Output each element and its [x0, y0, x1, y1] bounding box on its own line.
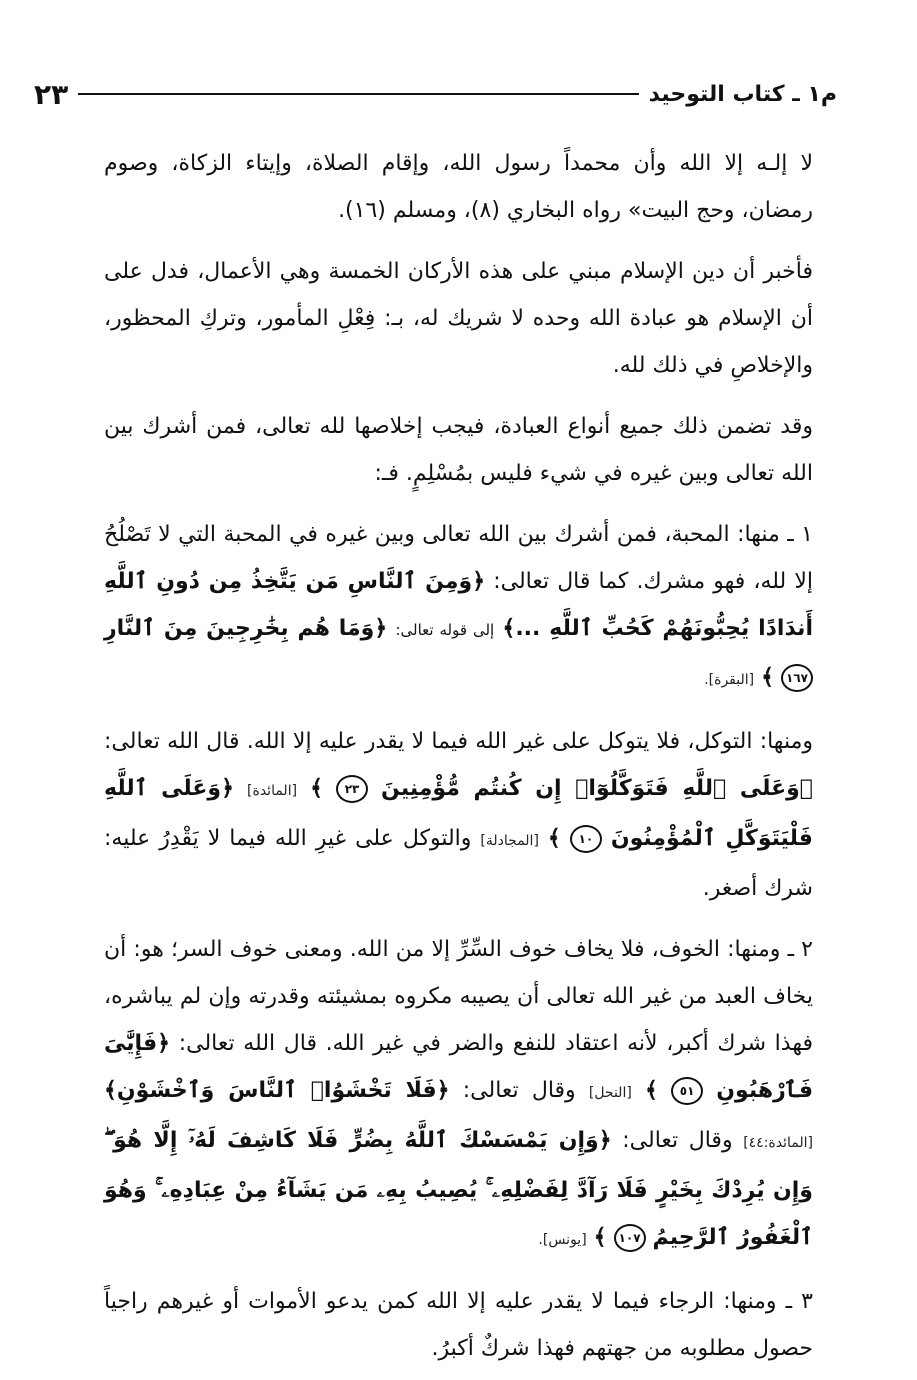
page-number: ٢٣ [34, 77, 69, 111]
paragraph-text: ١ ـ منها: المحبة، فمن أشرك بين الله تعالى وبين غيره في المحبة التي لا تَصْلُحُ إلا لله، فهو مشرك. كما قال تعالى: [104, 522, 813, 594]
verse-close: ﴾ [593, 1225, 607, 1250]
verse-number: ٢٣ [336, 775, 368, 803]
quran-verse: ﴿وَمِنَ ٱلنَّاسِ مَن يَتَّخِذُ مِن دُونِ ٱللَّهِ أَندَادًا يُحِبُّونَهُمْ كَحُبِّ ٱللَّهِ ...﴾ [104, 569, 813, 641]
quran-verse: ﴿وَإِن يَمْسَسْكَ ٱللَّهُ بِضُرٍّ فَلَا كَاشِفَ لَهُۥٓ إِلَّا هُوَ ۖ وَإِن يُرِدْكَ بِخَيْرٍ فَلَا رَآدَّ لِفَضْلِهِۦ ۚ يُصِيبُ بِهِۦ مَن يَشَآءُ مِنْ عِبَادِهِۦ ۚ وَهُوَ ٱلْغَفُورُ ٱلرَّحِيمُ [104, 1128, 813, 1250]
surah-reference: [النحل] [588, 1085, 632, 1101]
paragraph-text: ٢ ـ ومنها: الخوف، فلا يخاف خوف السِّرِّ إلا من الله. ومعنى خوف السر؛ هو: أن يخاف العبد من غير الله تعالى أن يصيبه مكروه بمشيئته وقدرته وإن لم يباشره، فهذا شرك أكبر، لأنه اعتقاد للنفع والضر في غير الله. قال الله تعالى: [104, 937, 813, 1056]
paragraph-worship [104, 403, 813, 497]
verse-number: ١٦٧ [781, 664, 813, 692]
verse-number: ٥١ [671, 1077, 703, 1105]
surah-reference: [المائدة] [247, 783, 298, 799]
surah-reference: [المائدة:٤٤] [743, 1135, 813, 1151]
paragraph-hadith-end [104, 140, 813, 234]
surah-reference: [المجادلة] [480, 833, 539, 849]
quran-verse: ﴿فَلَا تَخْشَوُا۟ ٱلنَّاسَ وَٱخْشَوْنِ﴾ [104, 1078, 450, 1103]
paragraph-reliance [104, 718, 813, 912]
header-rule [78, 93, 638, 95]
surah-reference: [البقرة]. [704, 672, 755, 688]
paragraph-text: والتوكل على غيرِ الله فيما لا يَقْدِرُ عليه: شرك أصغر. [104, 826, 813, 901]
paragraph-love [104, 511, 813, 704]
verse-close: ﴾ [547, 826, 561, 851]
quran-verse: ﴿وَعَلَى ٱللَّهِ فَلْيَتَوَكَّلِ ٱلْمُؤْمِنُونَ [104, 776, 813, 851]
paragraph-fear [104, 926, 813, 1264]
header-title: م١ ـ كتاب التوحيد [648, 81, 837, 107]
verse-close: ﴾ [310, 776, 323, 801]
quran-verse: ﴿فَإِيَّٰىَ فَٱرْهَبُونِ [104, 1031, 814, 1103]
paragraph-hope [104, 1278, 813, 1372]
paragraph-text: ومنها: التوكل، فلا يتوكل على غير الله فيما لا يقدر عليه إلا الله. قال الله تعالى: [104, 729, 813, 754]
paragraph-text: وقد تضمن ذلك جميع أنواع العبادة، فيجب إخلاصها لله تعالى، فمن أشرك بين الله تعالى وبين غيره في شيء فليس بمُسْلِمٍ. فـ: [104, 414, 813, 486]
verse-close: ﴾ [645, 1078, 658, 1103]
paragraph-text: وقال تعالى: [462, 1078, 576, 1103]
verse-close: ﴾ [761, 665, 774, 690]
surah-reference: [يونس]. [538, 1232, 587, 1248]
paragraph-pillars [104, 248, 813, 389]
verse-number: ١٠٧ [614, 1224, 646, 1252]
quran-verse: ﴿وَمَا هُم بِخَٰرِجِينَ مِنَ ٱلنَّارِ [104, 616, 388, 641]
running-header [34, 76, 837, 112]
paragraph-text: ٣ ـ ومنها: الرجاء فيما لا يقدر عليه إلا الله كمن يدعو الأموات أو غيرهم راجياً حصول مطلوبه من جهتهم فهذا شركٌ أكبرُ. [104, 1289, 813, 1361]
verse-number: ١٠ [570, 825, 602, 853]
page-body [104, 140, 813, 1380]
paragraph-text: وقال تعالى: [622, 1128, 733, 1153]
paragraph-text: فأخبر أن دين الإسلام مبني على هذه الأركان الخمسة وهي الأعمال، فدل على أن الإسلام هو عبادة الله وحده لا شريك له، بـ: فِعْلِ المأمور، وتركِ المحظور، والإخلاصِ في ذلك لله. [104, 259, 813, 378]
quran-verse: ﴿وَعَلَى ٱللَّهِ فَتَوَكَّلُوٓا۟ إِن كُنتُم مُّؤْمِنِينَ [381, 776, 814, 801]
verse-note: إلى قوله تعالى: [395, 621, 495, 639]
paragraph-text: لا إلـه إلا الله وأن محمداً رسول الله، وإقام الصلاة، وإيتاء الزكاة، وصوم رمضان، وحج البيت» رواه البخاري (٨)، ومسلم (١٦). [104, 151, 813, 223]
